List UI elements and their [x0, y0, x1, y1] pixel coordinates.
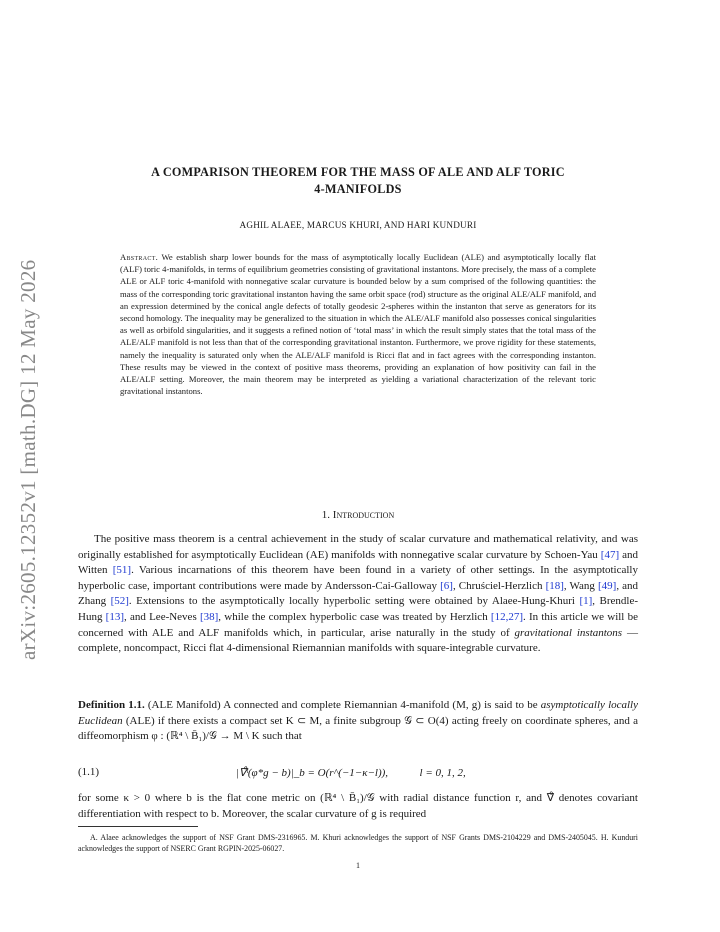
definition-text: (ALE Manifold) A connected and complete Riemannian 4-manifold (M, g) is said to be	[144, 699, 541, 711]
intro-text: , while the complex hyperbolic case was treated by Herzlich	[218, 610, 491, 623]
equation-number: (1.1)	[78, 766, 100, 778]
paper-title-line-2: 4-MANIFOLDS	[314, 182, 402, 196]
intro-text: , Wang	[563, 579, 598, 592]
citation-link[interactable]: [52]	[110, 595, 129, 608]
citation-link[interactable]: [18]	[545, 579, 564, 592]
section-number: 1.	[321, 509, 331, 521]
author-list: AGHIL ALAEE, MARCUS KHURI, AND HARI KUNDURI	[239, 220, 477, 230]
intro-text: and Witten	[78, 548, 638, 577]
citation-link[interactable]: [51]	[112, 564, 132, 577]
citation-link[interactable]: [49]	[597, 579, 617, 592]
intro-text: , Chruściel-Herzlich	[452, 579, 546, 592]
abstract-label: Abstract.	[120, 252, 159, 262]
intro-text: . Extensions to the asymptotically locally hyperbolic setting were obtained by Alaee-Hung-Khuri	[128, 595, 580, 608]
page-number: 1	[356, 861, 360, 870]
intro-text: The positive mass theorem is a central achievement in the study of scalar curvature and mathematical relativity, and was originally established for asymptotically Euclidean (AE) manifolds with nonnegative scalar curvature by Schoen-Yau	[78, 533, 638, 561]
definition-block	[78, 698, 638, 745]
intro-text: , and Zhang	[78, 579, 639, 608]
citation-link[interactable]: [6]	[440, 579, 453, 592]
section-heading	[78, 509, 638, 521]
abstract-text: We establish sharp lower bounds for the mass of asymptotically locally Euclidean (ALE) and asymptotically locally flat (ALF) toric 4-manifolds, in terms of equilibrium geometries consisting of gravitational instantons. More precisely, the mass of a complete ALE or ALF toric 4-manifold with nonnegative scalar curvature is bounded below by a sum comprised of the following quantities: the mass of the corresponding toric gravitational instanton having the same orbit space (rod) structure as the original ALE/ALF manifold, and an expression determined by the conical angle defects of totally geodesic 2-spheres within the instanton that serve as generators for its second homology. The inequality may be generalized to the situation in which the ALE/ALF manifold also possesses conical singularities as well as orbifold singularities, and it suggests a refined notion of ‘total mass’ in which the result simply states that the total mass of the ALE/ALF manifold is not less than that of the corresponding gravitational instanton. Furthermore, we prove rigidity for these statements, namely the inequality is saturated only when the ALE/ALF manifold is Ricci flat and in fact agrees with the corresponding instanton. These results may be viewed in the context of positive mass theorems, providing an explanation of how positivity can fail in the ALE/ALF setting. Moreover, the main theorem may be interpreted as yielding a variational characterization of the relevant toric gravitational instantons.	[120, 252, 596, 397]
section-title: Introduction	[332, 509, 395, 521]
intro-emphasis: gravitational instantons	[514, 626, 623, 639]
intro-text: , and Lee-Neves	[124, 610, 200, 623]
citation-link[interactable]: [12,27]	[490, 610, 523, 623]
post-equation-paragraph: for some κ > 0 where b is the flat cone metric on (ℝ⁴ \ B̄₁)/𝒢 with radial distance function r, and ∇̊ denotes covariant differentiation with respect to b. Moreover, the scalar curvature of g is required	[78, 792, 638, 820]
intro-text: , Brendle-Hung	[78, 595, 639, 623]
citation-link[interactable]: [47]	[600, 548, 620, 561]
definition-text: (ALE) if there exists a compact set K ⊂ M, a finite subgroup 𝒢 ⊂ O(4) acting freely on coordinate spheres, and a diffeomorphism φ : (ℝ⁴ \ B̄₁)/𝒢 → M \ K such that	[78, 714, 638, 743]
citation-link[interactable]: [1]	[579, 595, 593, 608]
funding-footnote: A. Alaee acknowledges the support of NSF Grant DMS-2316965. M. Khuri acknowledges the support of NSF Grants DMS-2104229 and DMS-2405045. H. Kunduri acknowledges the support of NSERC Grant RGPIN-2025-06027.	[78, 833, 638, 853]
paper-title-line-1: A COMPARISON THEOREM FOR THE MASS OF ALE AND ALF TORIC	[151, 165, 565, 179]
equation-formula: |∇̊ˡ(φ*g − b)|_b = O(r^(−1−κ−l)),	[236, 767, 389, 779]
equation-body	[236, 766, 466, 779]
abstract	[120, 251, 596, 397]
equation-1-1	[78, 766, 638, 782]
footnote-divider	[78, 826, 198, 827]
citation-link[interactable]: [13]	[105, 610, 124, 623]
paper-title	[78, 164, 638, 198]
arxiv-identifier-stamp: arXiv:2605.12352v1 [math.DG] 12 May 2026	[16, 259, 40, 660]
equation-condition: l = 0, 1, 2,	[419, 767, 466, 779]
definition-label: Definition 1.1.	[78, 699, 145, 711]
citation-link[interactable]: [38]	[199, 610, 219, 623]
definition-emphasis: asymptotically locally Euclidean	[78, 699, 638, 727]
intro-text: — complete, noncompact, Ricci flat 4-dimensional Riemannian manifolds with square-integrable curvature.	[78, 626, 638, 655]
introduction-paragraph	[78, 532, 638, 657]
intro-text: . Various incarnations of this theorem have been found in a variety of other settings. In the asymptotically hyperbolic case, important contributions were made by Andersson-Cai-Galloway	[78, 564, 638, 592]
intro-text: . In this article we will be concerned with ALE and ALF manifolds which, in particular, arise naturally in the study of	[78, 610, 638, 639]
